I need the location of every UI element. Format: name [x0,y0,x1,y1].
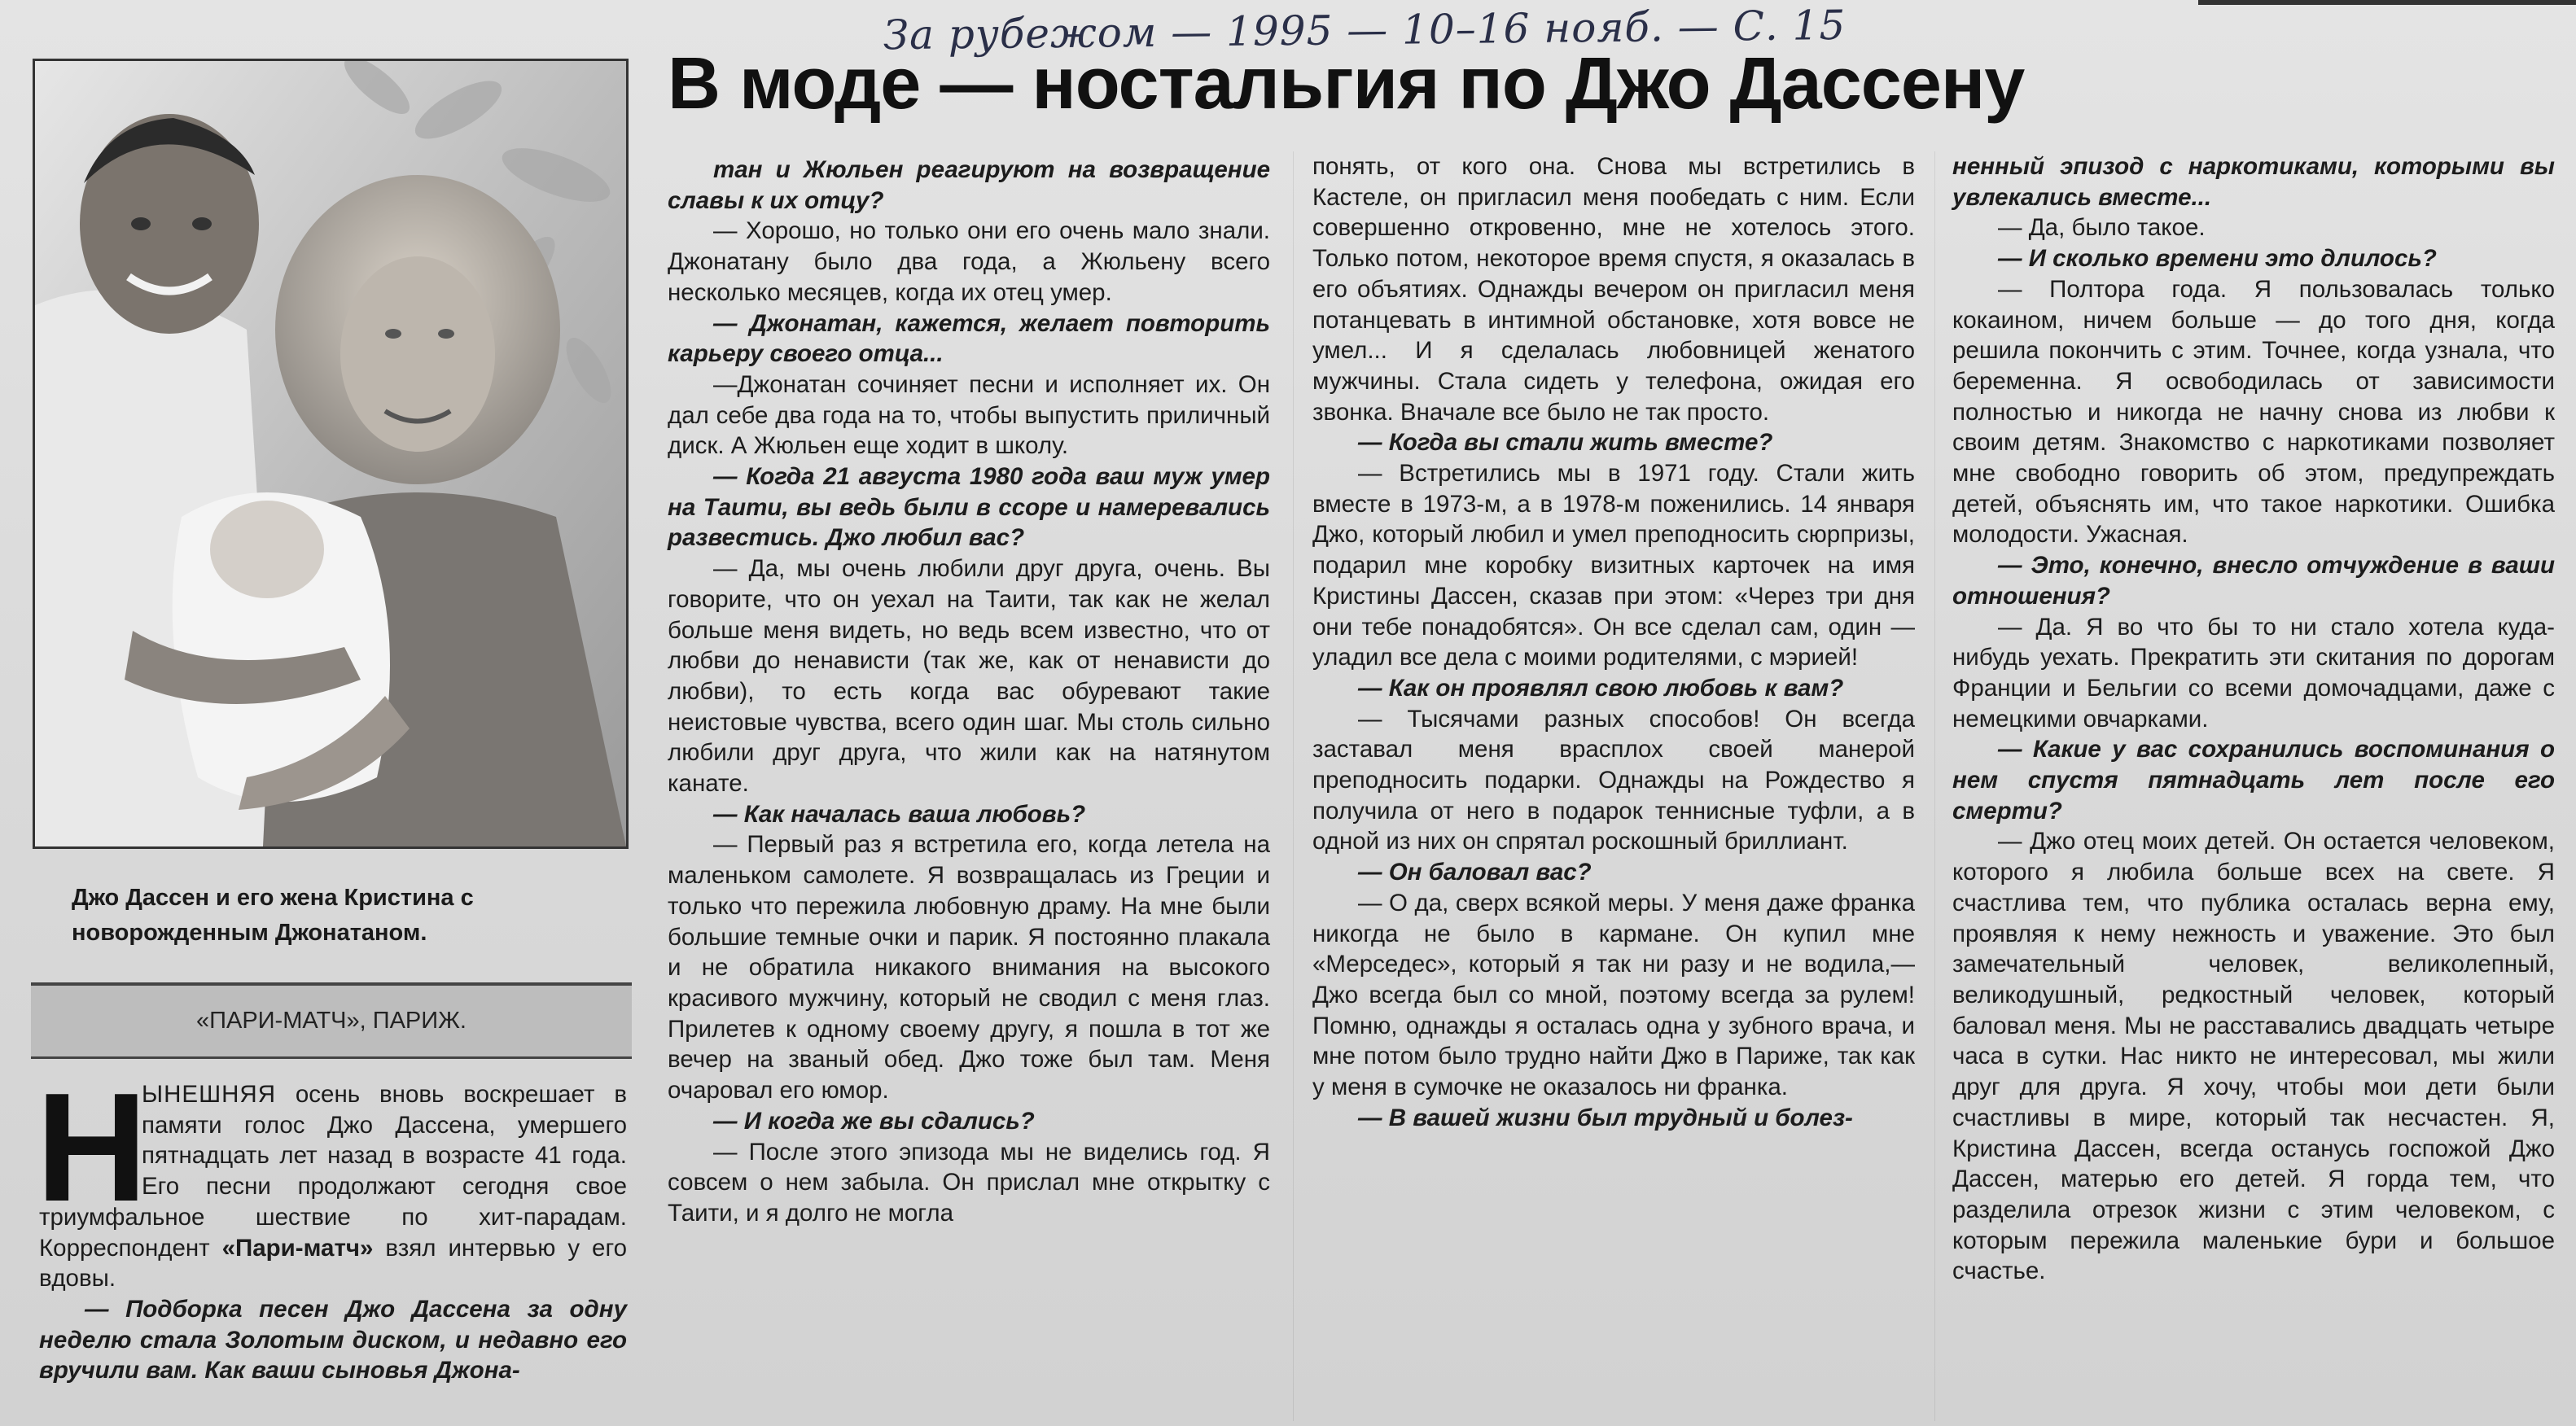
source-box [31,982,632,1059]
interview-question: — Какие у вас сохранились воспоминания о нем спустя пятнадцать лет после его смерти? [1952,736,2555,825]
article-headline: В моде — ностальгия по Джо Дассену [668,43,2025,125]
interview-answer: — Джо отец моих детей. Он остается человеком, которого я любила больше всех на свете. Я счастлива тем, что публика осталась верна ему, проявляя к нему нежность и уважение. Это был замечательный человек, великолепный, великодушный, редкостный человек, который баловал меня. Мы не расставались двадцать четыре часа в сутки. Нас никто не интересовал, мы жили друг для друга. Я хочу, чтобы мои дети были счастливы в мире, который так несчастен. Я, Кристина Дассен, всегда останусь госпожой Джо Дассен, матерью его детей. Я горда тем, что разделила отрезок жизни с этим человеком, с которым пережила маленькие бури и большое счастье. [1952,828,2555,1285]
interview-question: — Как он проявлял свою любовь к вам? [1358,674,1844,702]
article-column-2 [668,155,1270,1420]
interview-answer: — Первый раз я встретила его, когда летела на маленьком самолете. Я возвращалась из Греции и только что пережила любовную драму. На мне были большие темные очки и парик. Я постоянно плакала и не обратила никакого внимания на высокого красивого мужчину, который не сводил с меня глаз. Прилетев к одному своему другу, я пошла в тот же вечер на званый обед. Джо тоже был там. Меня очаровал его юмор. [668,831,1270,1104]
interview-answer: — О да, сверх всякой меры. У меня даже франка никогда не было в кармане. Он купил мне «Мерседес», который я так ни разу и не водила,— Джо всегда был со мной, поэтому всегда за рулем! Помню, однажды я осталась одна у зубного врача, и мне потом было трудно найти Джо в Париже, так как у меня в сумочке не оказалось ни франка. [1312,889,1915,1101]
handwritten-annotation: За рубежом — 1995 — 10–16 нояб. — С. 15 [883,1,1847,59]
photo-dassin-family [33,59,629,849]
interview-question: — В вашей жизни был трудный и болез- [1358,1104,1853,1131]
column-rule [1934,151,1935,1421]
photo-illustration [35,61,626,846]
interview-question: тан и Жюльен реагируют на возвращение славы к их отцу? [668,156,1270,214]
interview-question: — И когда же вы сдались? [713,1107,1035,1135]
interview-answer: — Да. Я во что бы то ни стало хотела куда-нибудь уехать. Прекратить эти скитания по дорогам Франции и Бельгии со всеми домочадцами, даже с немецкими овчарками. [1952,613,2555,733]
intro-question: — Подборка песен Джо Дассена за одну неделю стала Золотым диском, и недавно его вручили вам. Как ваши сыновья Джона- [39,1295,627,1384]
top-rule [2198,0,2576,5]
interview-question: — Когда вы стали жить вместе? [1358,429,1773,457]
interview-answer: — Да, было такое. [1998,214,2206,242]
interview-answer: — Да, мы очень любили друг друга, очень. Вы говорите, что он уехал на Таити, так как не желал больше меня видеть, но ведь всем известно, что от любви до ненависти (так же, как от ненависти до любви), то есть когда вас обуревают такие неистовые чувства, всего один шаг. Мы столь сильно любили друг друга, что жили как на натянутом канате. [668,555,1270,798]
intro-text-1: осень вновь воскрешает в памяти голос Джо Дассена, умершего пятнадцать лет назад в возрасте 41 года. Его песни продолжают сегодня свое триумфальное шествие по хит-парадам. Корреспондент [39,1081,627,1262]
drop-cap-space [39,1079,142,1200]
column-rule [1293,151,1294,1421]
source-label: «ПАРИ-МАТЧ», ПАРИЖ. [196,1008,467,1034]
interview-answer: — После этого эпизода мы не виделись год. Я совсем о нем забыла. Он прислал мне открытку с Таити, и я долго не могла [668,1138,1270,1227]
article-column-3 [1312,151,1915,1421]
article-intro [39,1079,627,1421]
interview-answer: —Джонатан сочиняет песни и исполняет их. Он дал себе два года на то, чтобы выпустить приличный диск. А Жюльен еще ходит в школу. [668,370,1270,460]
interview-answer: — Полтора года. Я пользовалась только кокаином, ничем больше — до того дня, когда решила покончить с этим. Точнее, когда узнала, что беременна. Я освободилась от зависимости полностью и никогда не начну снова из любви к своим детям. Знакомство с наркотиками позволяет мне свободно говорить об этом, предупреждать детей, объяснять им, что такое наркотики. Ошибка молодости. Ужасная. [1952,275,2555,549]
drop-cap: Н [36,1061,148,1234]
interview-question: — И сколько времени это длилось? [1998,245,2437,273]
interview-question: ненный эпизод с наркотиками, которыми вы увлекались вместе... [1952,153,2555,211]
interview-answer: — Встретились мы в 1971 году. Стали жить вместе в 1973-м, а в 1978-м поженились. 14 января Джо, который любил и умел преподносить сюрпризы, подарил мне коробку визитных карточек на имя Кристины Дассен, сказав при этом: «Через три дня они тебе понадобятся». Он все сделал сам, один — уладил все дела с моими родителями, с мэрией! [1312,460,1915,671]
interview-question: — Он баловал вас? [1358,859,1592,886]
interview-question: — Когда 21 августа 1980 года ваш муж умер на Таити, вы ведь были в ссоре и намеревались развестись. Джо любил вас? [668,463,1270,552]
interview-question: — Как началась ваша любовь? [713,800,1086,828]
interview-question: — Это, конечно, внесло отчуждение в ваши отношения? [1952,552,2555,610]
interview-answer: понять, от кого она. Снова мы встретились в Кастеле, он пригласил меня пообедать с ним. Если совершенно откровенно, мне не хотелось этого. Только потом, некоторое время спустя, я оказалась в его объятиях. Однажды вечером он пригласил меня потанцевать в интимной обстановке, хотя вовсе не умел... И я сделалась любовницей женатого мужчины. Стала сидеть у телефона, ожидая его звонка. Вначале все было не так просто. [1312,153,1915,426]
intro-magazine: «Пари-матч» [221,1234,374,1262]
intro-text-2: взял интервью у его вдовы. [39,1234,627,1293]
photo-caption: Джо Дассен и его жена Кристина с новорожденным Джонатаном. [72,885,474,946]
interview-question: — Джонатан, кажется, желает повторить карьеру своего отца... [668,309,1270,368]
interview-answer: — Хорошо, но только они его очень мало знали. Джонатану было два года, а Жюльену всего несколько месяцев, когда их отец умер. [668,217,1270,306]
intro-caps: ЫНЕШНЯЯ [142,1081,277,1108]
interview-answer: — Тысячами разных способов! Он всегда заставал меня врасплох своей манерой преподносить подарки. Однажды на Рождество я получила от него в подарок теннисные туфли, а в одной из них он спрятал роскошный бриллиант. [1312,705,1915,855]
article-column-4 [1952,151,2555,1421]
